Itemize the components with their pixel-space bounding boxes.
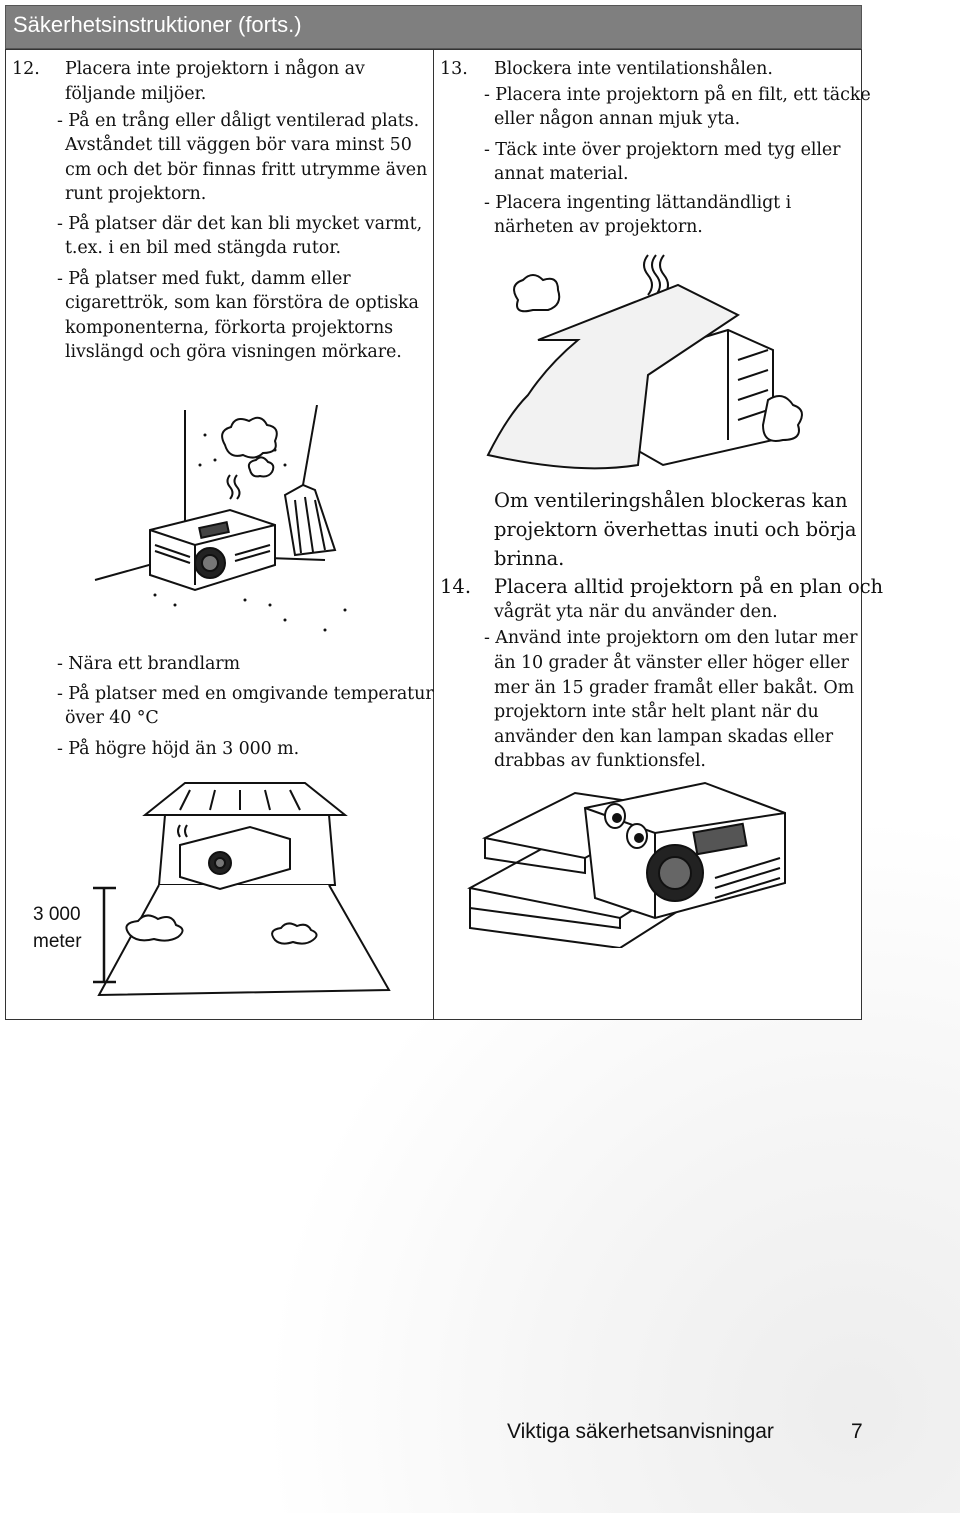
item-number-12: 12. <box>12 59 40 79</box>
title-bar <box>5 5 862 49</box>
footer-section-title: Viktiga säkerhetsanvisningar <box>507 1420 774 1443</box>
item-13-heading: Blockera inte ventilationshålen. <box>494 59 773 79</box>
item-14-bullet-line4: projektorn inte står helt plant när du <box>494 702 819 722</box>
item-12-bullet1-line4: runt projektorn. <box>65 184 207 204</box>
item-13-bullet3-line1: - Placera ingenting lättandändligt i <box>484 193 792 213</box>
covered-projector-illustration <box>478 250 823 475</box>
item-12-bullet3-line3: komponenterna, förkorta projektorns <box>65 318 394 338</box>
page-number: 7 <box>851 1420 863 1443</box>
bullet-fire-alarm: - Nära ett brandlarm <box>57 654 241 674</box>
item-13-bullet1-line1: - Placera inte projektorn på en filt, ett täcke <box>484 85 871 105</box>
item-13-bullet2-line2: annat material. <box>494 164 629 184</box>
item-12-bullet3-line4: livslängd och göra visningen mörkare. <box>65 342 402 362</box>
item-14-bullet-line2: än 10 grader åt vänster eller höger eller <box>494 653 849 673</box>
warning-line1: Om ventileringshålen blockeras kan <box>494 489 848 512</box>
item-12-bullet2-line2: t.ex. i en bil med stängda rutor. <box>65 238 341 258</box>
item-13-bullet2-line1: - Täck inte över projektorn med tyg eller <box>484 140 841 160</box>
tilted-projector-illustration <box>465 778 855 948</box>
item-number-13: 13. <box>440 59 468 79</box>
warning-line3: brinna. <box>494 547 565 570</box>
item-number-14: 14. <box>440 575 472 598</box>
item-12-heading-line1: Placera inte projektorn i någon av <box>65 59 365 79</box>
item-12-bullet1-line3: cm och det bör finnas fritt utrymme även <box>65 160 428 180</box>
item-14-bullet-line1: - Använd inte projektorn om den lutar mer <box>484 628 858 648</box>
bullet-temperature-line1: - På platser med en omgivande temperatur <box>57 684 434 704</box>
item-14-bullet-line3: mer än 15 grader framåt eller bakåt. Om <box>494 678 855 698</box>
altitude-value: 3 000 <box>33 904 81 925</box>
bullet-altitude: - På högre höjd än 3 000 m. <box>57 739 300 759</box>
bullet-temperature-line2: över 40 °C <box>65 708 159 728</box>
item-14-heading-line1: Placera alltid projektorn på en plan och <box>494 575 883 598</box>
item-12-bullet3-line2: cigarettrök, som kan förstöra de optiska <box>65 293 419 313</box>
item-12-bullet3-line1: - På platser med fukt, damm eller <box>57 269 351 289</box>
item-12-bullet1-line1: - På en trång eller dåligt ventilerad plats. <box>57 111 420 131</box>
altitude-label <box>33 901 103 955</box>
item-13-bullet3-line2: närheten av projektorn. <box>494 217 703 237</box>
item-12-heading-line2: följande miljöer. <box>65 84 207 104</box>
projector-at-altitude-illustration <box>95 775 395 1010</box>
column-divider <box>433 49 434 1020</box>
altitude-unit: meter <box>33 931 82 952</box>
projector-in-corner-illustration <box>85 405 375 645</box>
item-13-bullet1-line2: eller någon annan mjuk yta. <box>494 109 741 129</box>
item-14-bullet-line6: drabbas av funktionsfel. <box>494 751 706 771</box>
item-12-bullet1-line2: Avståndet till väggen bör vara minst 50 <box>65 135 412 155</box>
item-14-bullet-line5: använder den kan lampan skadas eller <box>494 727 834 747</box>
item-14-heading-line2: vågrät yta när du använder den. <box>494 602 778 622</box>
warning-line2: projektorn överhettas inuti och börja <box>494 518 857 541</box>
item-12-bullet2-line1: - På platser där det kan bli mycket varmt, <box>57 214 423 234</box>
page-title: Säkerhetsinstruktioner (forts.) <box>13 12 302 37</box>
